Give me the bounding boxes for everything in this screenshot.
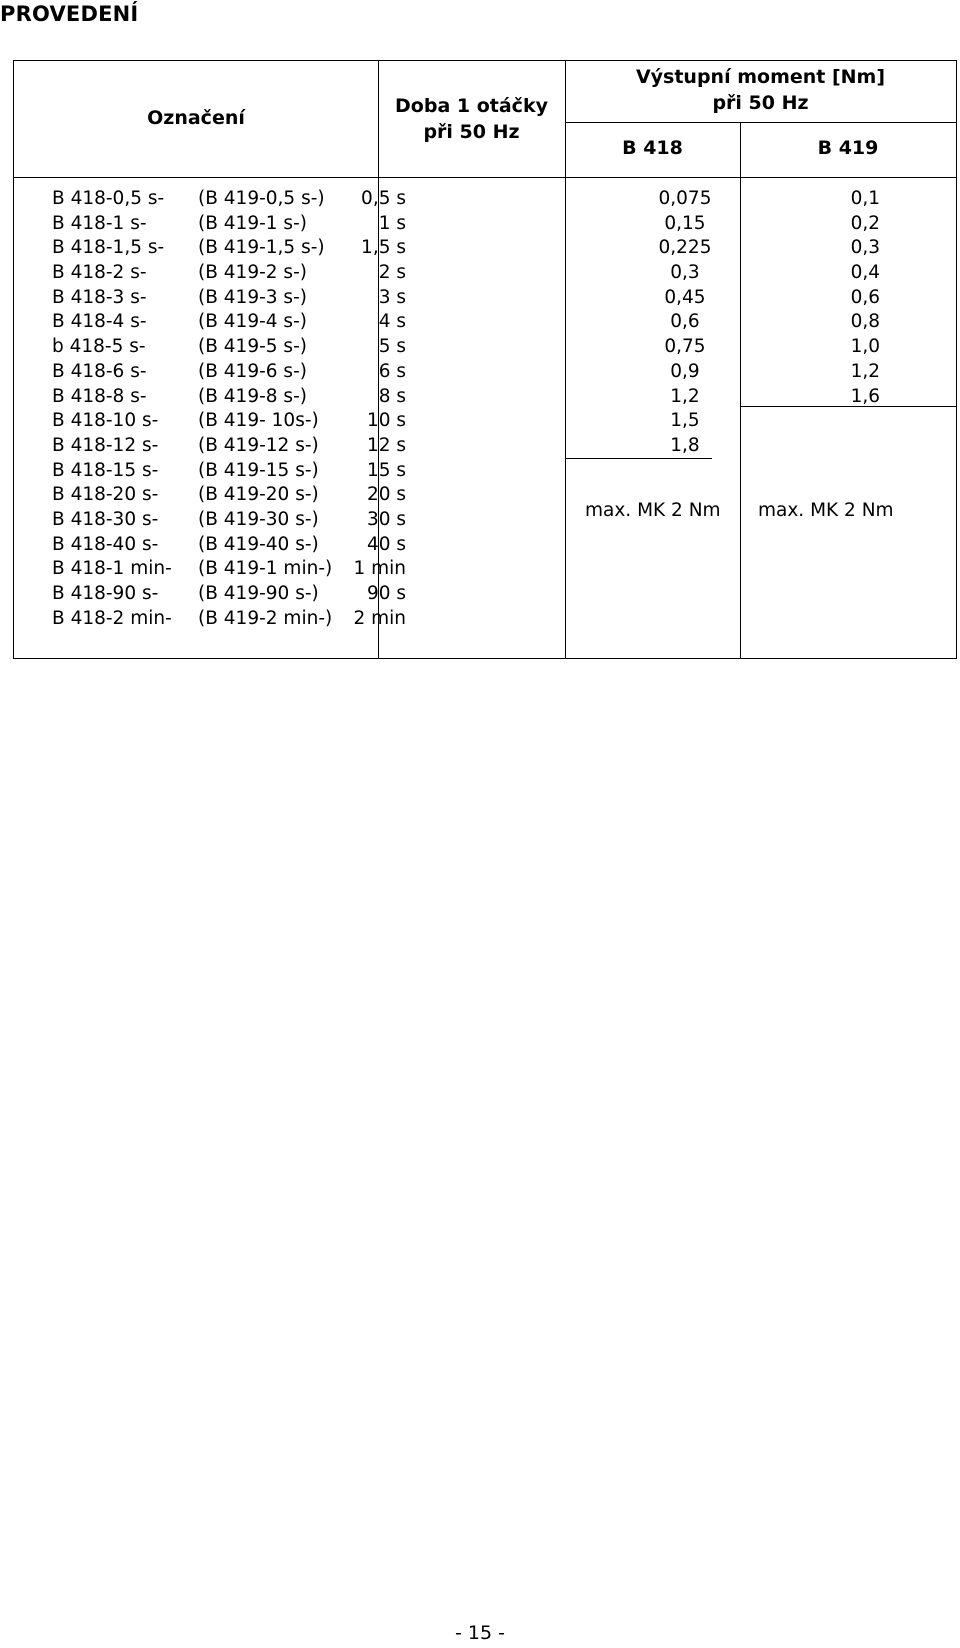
- b418-moment-cell: 0,45: [664, 286, 706, 308]
- revolution-time-cell: 0,5 s: [361, 188, 406, 209]
- b419-code-cell: (B 419-1 min-): [198, 558, 333, 580]
- b418-moment-cell: 0,15: [664, 212, 706, 234]
- table-row: [14, 408, 956, 433]
- b418-code-cell: B 418-2 min-: [52, 607, 172, 629]
- b419-code-cell: (B 419-5 s-): [198, 336, 307, 358]
- specification-table: [13, 60, 957, 659]
- revolution-time-cell: 2 s: [378, 262, 406, 284]
- header-output-moment-line1: Výstupní moment [Nm]: [635, 66, 886, 88]
- b419-moment-cell: 0,3: [850, 237, 880, 259]
- revolution-time-cell: 3 s: [378, 286, 406, 308]
- header-output-moment-line2: při 50 Hz: [712, 92, 809, 114]
- header-bottom-line: [14, 177, 956, 178]
- b418-moment-cell: 1,2: [670, 385, 700, 407]
- revolution-time-cell: 30 s: [366, 508, 406, 530]
- b419-code-cell: (B 419-3 s-): [198, 286, 307, 308]
- revolution-time-cell: 8 s: [378, 385, 406, 407]
- b418-moment-cell: 1,8: [670, 434, 700, 456]
- table-row: [14, 211, 956, 236]
- b419-moment-cell: 0,2: [850, 212, 880, 234]
- b419-moment-cell: 1,0: [850, 336, 880, 358]
- table-row: [14, 606, 956, 631]
- b418-code-cell: B 418-4 s-: [52, 311, 147, 333]
- header-designation: Označení: [147, 107, 245, 129]
- table-row: [14, 433, 956, 458]
- b418-moment-cell: 1,5: [670, 410, 700, 432]
- b418-code-cell: B 418-8 s-: [52, 385, 147, 407]
- b418-moment-cell: 0,3: [670, 262, 700, 284]
- b418-code-cell: B 418-90 s-: [52, 583, 159, 604]
- header-revolution-time-line2: při 50 Hz: [423, 121, 520, 143]
- b418-code-cell: B 418-10 s-: [52, 410, 159, 432]
- b419-code-cell: (B 419-6 s-): [198, 360, 307, 382]
- header-revolution-time: [378, 93, 565, 145]
- b418-code-cell: B 418-40 s-: [52, 533, 159, 555]
- b419-moment-cell: 1,2: [850, 360, 880, 382]
- b418-code-cell: B 418-20 s-: [52, 484, 159, 506]
- b419-moment-cell: 1,6: [850, 385, 880, 407]
- table-body: [14, 186, 956, 630]
- b419-code-cell: (B 419-30 s-): [198, 508, 319, 530]
- b418-moment-cell: 0,6: [670, 311, 700, 333]
- b419-code-cell: (B 419-1,5 s-): [198, 237, 325, 259]
- revolution-time-cell: 2 min: [353, 607, 406, 629]
- page-heading: PROVEDENÍ: [0, 2, 139, 26]
- page-number: - 15 -: [455, 1622, 505, 1644]
- header-output-moment: [565, 64, 956, 116]
- b419-code-cell: (B 419-40 s-): [198, 533, 319, 555]
- table-row: [14, 532, 956, 557]
- b418-code-cell: B 418-30 s-: [52, 508, 159, 530]
- b418-code-cell: B 418-2 s-: [52, 262, 147, 284]
- b419-code-cell: (B 419- 10s-): [198, 410, 319, 432]
- table-row: [14, 458, 956, 483]
- max-note-b419: max. MK 2 Nm: [758, 500, 894, 521]
- b419-moment-cell: 0,6: [850, 286, 880, 308]
- table-row: [14, 334, 956, 359]
- b419-moment-cell: 0,4: [850, 262, 880, 284]
- table-row: [14, 260, 956, 285]
- b418-code-cell: B 418-3 s-: [52, 286, 147, 308]
- revolution-time-cell: 1,5 s: [361, 237, 406, 259]
- b418-code-cell: B 418-15 s-: [52, 459, 159, 481]
- table-row: [14, 186, 956, 211]
- b418-code-cell: B 418-6 s-: [52, 360, 147, 382]
- table-row: [14, 309, 956, 334]
- b419-code-cell: (B 419-0,5 s-): [198, 188, 325, 209]
- revolution-time-cell: 15 s: [366, 459, 406, 481]
- b418-code-cell: B 418-12 s-: [52, 434, 159, 456]
- b419-moment-cell: 0,8: [850, 311, 880, 333]
- header-b419: B 419: [817, 137, 879, 159]
- b419-limit-line: [740, 406, 956, 407]
- b418-code-cell: b 418-5 s-: [52, 336, 146, 358]
- revolution-time-cell: 12 s: [366, 434, 406, 456]
- revolution-time-cell: 1 s: [378, 212, 406, 234]
- b418-moment-cell: 0,9: [670, 360, 700, 382]
- revolution-time-cell: 6 s: [378, 360, 406, 382]
- b418-code-cell: B 418-1 s-: [52, 212, 147, 234]
- table-row: [14, 285, 956, 310]
- b418-moment-cell: 0,075: [658, 188, 712, 209]
- b419-code-cell: (B 419-90 s-): [198, 583, 319, 604]
- subheader-line: [565, 122, 956, 123]
- table-row: [14, 359, 956, 384]
- b419-code-cell: (B 419-20 s-): [198, 484, 319, 506]
- b419-code-cell: (B 419-4 s-): [198, 311, 307, 333]
- b418-moment-cell: 0,225: [658, 237, 712, 259]
- b418-code-cell: B 418-1 min-: [52, 558, 172, 580]
- table-row: [14, 235, 956, 260]
- header-b418: B 418: [622, 137, 683, 159]
- b418-moment-cell: 0,75: [664, 336, 706, 358]
- revolution-time-cell: 20 s: [366, 484, 406, 506]
- table-row: [14, 384, 956, 409]
- b419-code-cell: (B 419-8 s-): [198, 385, 307, 407]
- revolution-time-cell: 5 s: [378, 336, 406, 358]
- b419-moment-cell: 0,1: [850, 188, 880, 209]
- revolution-time-cell: 40 s: [366, 533, 406, 555]
- b418-code-cell: B 418-1,5 s-: [52, 237, 165, 259]
- header-revolution-time-line1: Doba 1 otáčky: [395, 95, 548, 117]
- b418-limit-line: [565, 458, 712, 459]
- table-row: [14, 556, 956, 581]
- b419-code-cell: (B 419-15 s-): [198, 459, 319, 481]
- max-note-b418: max. MK 2 Nm: [585, 500, 721, 521]
- b418-code-cell: B 418-0,5 s-: [52, 188, 165, 209]
- b419-code-cell: (B 419-12 s-): [198, 434, 319, 456]
- b419-code-cell: (B 419-1 s-): [198, 212, 307, 234]
- table-row: [14, 581, 956, 606]
- revolution-time-cell: 1 min: [353, 558, 406, 580]
- revolution-time-cell: 10 s: [366, 410, 406, 432]
- b419-code-cell: (B 419-2 min-): [198, 607, 333, 629]
- b419-code-cell: (B 419-2 s-): [198, 262, 307, 284]
- revolution-time-cell: 90 s: [366, 583, 406, 604]
- revolution-time-cell: 4 s: [378, 311, 406, 333]
